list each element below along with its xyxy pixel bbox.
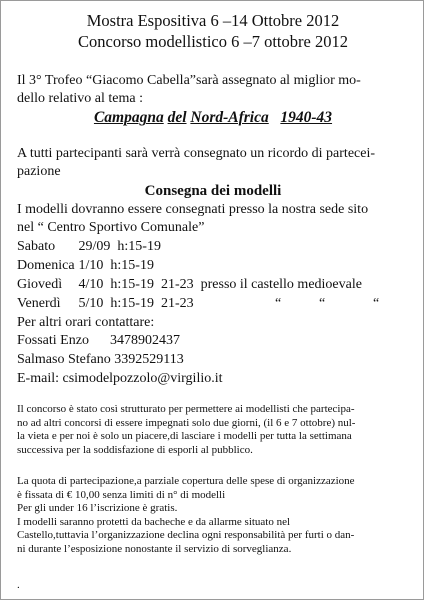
notes-line: Il concorso è stato così strutturato per permettere ai modellisti che partecipa- [17, 403, 355, 415]
schedule-row [17, 257, 154, 274]
schedule-date: 5/10 [78, 296, 104, 311]
schedule-place: presso il castello medioevale [200, 277, 362, 292]
schedule-date: 4/10 [78, 277, 104, 292]
delivery-section-title: Consegna dei modelli [144, 183, 282, 199]
notes-line: La quota di partecipazione,a parziale copertura delle spese di organizzazione [17, 475, 355, 487]
schedule-row [17, 295, 417, 312]
email-row [17, 370, 223, 387]
schedule-row [17, 238, 161, 255]
notes-line: no ad altri concorsi di essere impegnati solo due giorni, (il 6 e 7 ottobre) nul- [17, 416, 356, 429]
schedule-hours: h:15-19 [110, 296, 154, 311]
schedule-day: Sabato [17, 239, 56, 254]
notes-line: Per gli under 16 l’iscrizione è gratis. [17, 502, 178, 514]
schedule-hours: h:15-19 [110, 258, 154, 273]
schedule-date: 1/10 [78, 258, 104, 273]
notes-line: ni durante l’esposizione nonostante il servizio di sorveglianza. [17, 542, 292, 555]
notes-line: è fissata di € 10,00 senza limiti di n° di modelli [17, 488, 226, 501]
schedule-day: Domenica [17, 258, 75, 273]
contacts-intro: Per altri orari contattare: [17, 315, 155, 330]
theme-word-del: del [167, 109, 187, 126]
notes-line: la vieta e per noi è solo un piacere,di lasciare i modelli per tutta la settimana [17, 430, 352, 442]
header-title: Mostra Espositiva 6 –14 Ottobre 2012 [86, 11, 340, 30]
contact-phone: 3392529113 [114, 352, 184, 367]
schedule-hours: h:15-19 [117, 239, 161, 254]
contact-row [17, 332, 180, 349]
theme-word-nord-africa: Nord-Africa [190, 109, 269, 126]
header-subtitle: Concorso modellistico 6 –7 ottobre 2012 [78, 32, 348, 51]
schedule-hours: h:15-19 [110, 277, 154, 292]
souvenir-line-2: pazione [17, 164, 61, 179]
ditto-mark: “ [319, 296, 326, 311]
schedule-day: Giovedì [17, 277, 63, 292]
notes-line: successiva per la soddisfazione di esporli al pubblico. [17, 443, 253, 456]
email-address[interactable]: csimodelpozzolo@virgilio.it [62, 371, 223, 386]
delivery-text-line-2: nel “ Centro Sportivo Comunale” [17, 220, 205, 235]
schedule-row [17, 276, 362, 293]
schedule-day: Venerdì [17, 296, 61, 311]
theme-title [1, 108, 424, 127]
trophy-text-line-1: Il 3° Trofeo “Giacomo Cabella”sarà assegnato al miglior mo- [17, 73, 361, 88]
souvenir-line-1: A tutti partecipanti sarà verrà consegnato un ricordo di partecei- [17, 146, 376, 161]
email-label: E-mail: [17, 371, 59, 386]
ditto-mark: “ [373, 296, 380, 311]
theme-years: 1940-43 [280, 109, 333, 126]
contact-phone: 3478902437 [109, 333, 180, 348]
schedule-evening-hours: 21-23 [160, 277, 194, 292]
schedule-evening-hours: 21-23 [160, 296, 194, 311]
schedule-date: 29/09 [78, 239, 111, 254]
notes-line: Castello,tuttavia l’organizzazione declina ogni responsabilità per furti o dan- [17, 529, 355, 541]
contact-row [17, 351, 184, 368]
theme-word-campagna: Campagna [93, 109, 164, 126]
notes-line: I modelli saranno protetti da bacheche e da allarme situato nel [17, 515, 291, 528]
contact-name: Salmaso Stefano [17, 352, 111, 367]
trailing-dot: . [17, 579, 20, 591]
contact-name: Fossati Enzo [17, 333, 89, 348]
ditto-mark: “ [275, 296, 282, 311]
delivery-text-line-1: I modelli dovranno essere consegnati presso la nostra sede sito [17, 202, 369, 217]
trophy-text-line-2: dello relativo al tema : [17, 91, 143, 106]
